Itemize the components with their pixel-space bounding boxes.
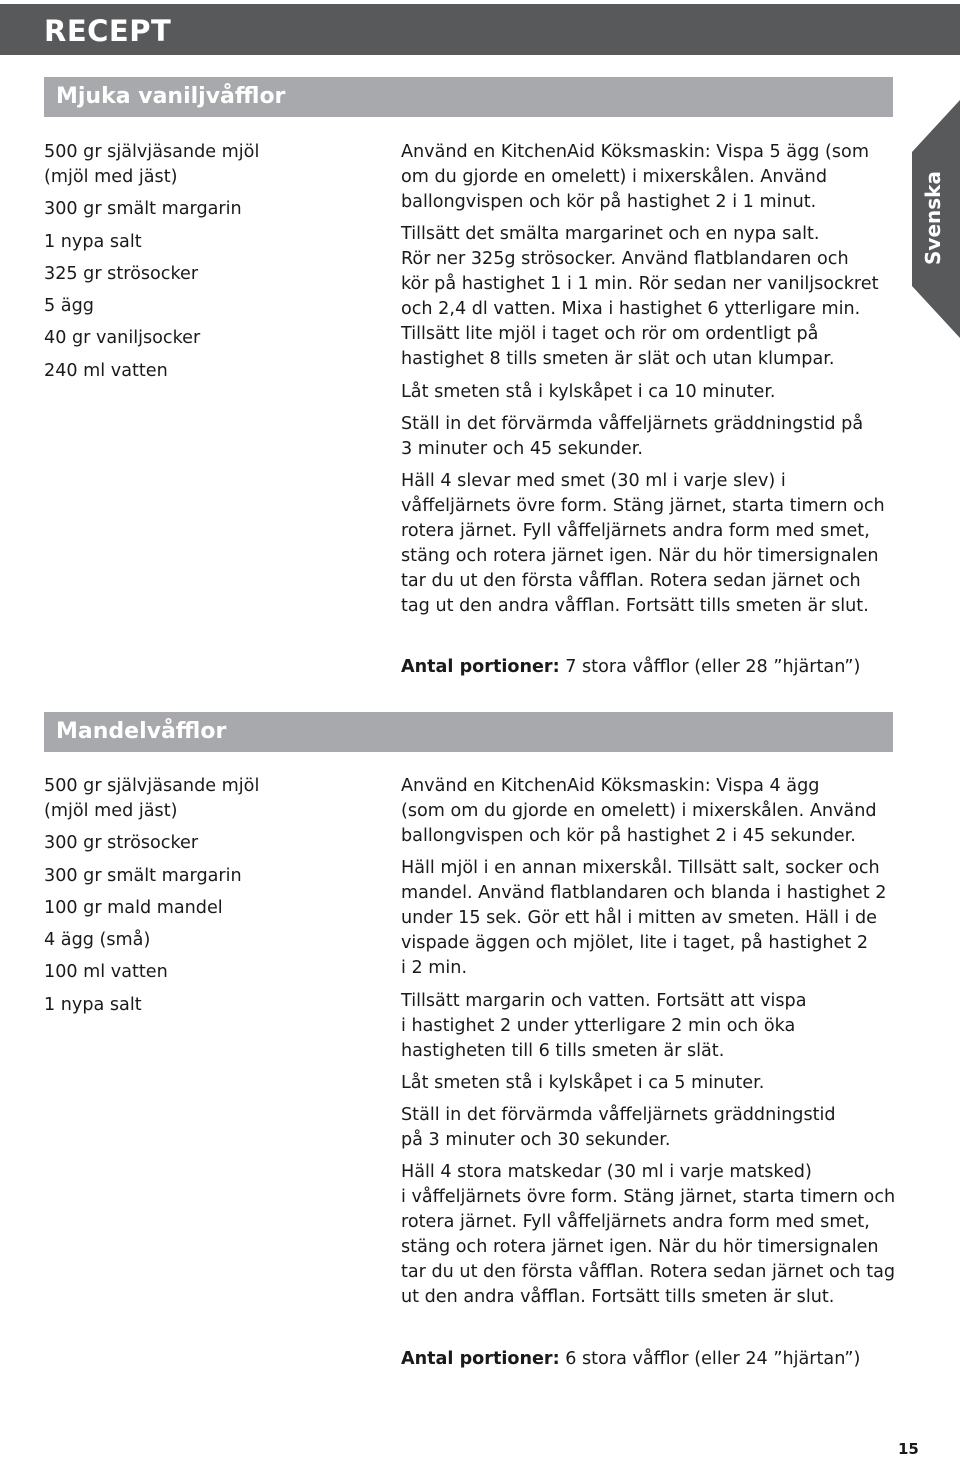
instruction-list — [401, 140, 901, 626]
instruction-step: Låt smeten stå i kylskåpet i ca 10 minuter. — [401, 381, 776, 402]
ingredient-item: 1 nypa salt — [44, 994, 142, 1015]
page-header-bar — [0, 4, 960, 55]
servings-value: 7 stora våfflor (eller 28 ”hjärtan”) — [559, 657, 861, 677]
ingredient-item: 500 gr självjäsande mjöl (mjöl med jäst) — [44, 142, 260, 187]
ingredient-item: 300 gr strösocker — [44, 833, 199, 854]
instruction-step: Använd en KitchenAid Köksmaskin: Vispa 4 ägg (som om du gjorde en omelett) i mixerskålen. Använd ballongvispen och kör på hastighet 2 i 45 sekunder. — [401, 776, 877, 846]
servings-line — [401, 1347, 860, 1372]
instruction-step: Häll 4 slevar med smet (30 ml i varje slev) i våffeljärnets övre form. Stäng järnet, starta timern och rotera järnet. Fyll våffeljärnets andra form med smet, stäng och rotera järnet igen. När du hör timersignalen tar du ut den första våfflan. Rotera sedan järnet och tag ut den andra våfflan. Fortsätt tills smeten är slut. — [401, 471, 885, 617]
ingredient-item: 300 gr smält margarin — [44, 199, 242, 220]
ingredient-item: 100 gr mald mandel — [44, 897, 223, 918]
instruction-step: Ställ in det förvärmda våffeljärnets gräddningstid på 3 minuter och 30 sekunder. — [401, 1105, 836, 1151]
servings-label: Antal portioner: — [401, 657, 560, 677]
ingredient-item: 40 gr vaniljsocker — [44, 328, 201, 349]
ingredient-item: 1 nypa salt — [44, 231, 142, 252]
ingredient-item: 240 ml vatten — [44, 360, 168, 381]
ingredient-list — [44, 140, 374, 391]
instruction-step: Tillsätt det smälta margarinet och en nypa salt. Rör ner 325g strösocker. Använd flatblandaren och kör på hastighet 1 i 1 min. Rör sedan ner vaniljsockret och 2,4 dl vatten. Mixa i hastighet 6 ytterligare min. Tillsätt lite mjöl i taget och rör om ordentligt på hastighet 8 tills smeten är slät och utan klumpar. — [401, 224, 879, 370]
servings-value: 6 stora våfflor (eller 24 ”hjärtan”) — [559, 1349, 861, 1369]
instruction-step: Använd en KitchenAid Köksmaskin: Vispa 5 ägg (som om du gjorde en omelett) i mixerskålen. Använd ballongvispen och kör på hastighet 2 i 1 minut. — [401, 142, 869, 212]
instruction-list — [401, 774, 901, 1318]
ingredient-list — [44, 774, 374, 1025]
instruction-step: Häll 4 stora matskedar (30 ml i varje matsked) i våffeljärnets övre form. Stäng järnet, starta timern och rotera järnet. Fyll våffeljärnets andra form med smet, stäng och rotera järnet igen. När du hör timersignalen tar du ut den första våfflan. Rotera sedan järnet och tag ut den andra våfflan. Fortsätt tills smeten är slut. — [401, 1162, 896, 1308]
instruction-step: Låt smeten stå i kylskåpet i ca 5 minuter. — [401, 1072, 765, 1093]
recipe-title-bar — [44, 77, 893, 117]
ingredient-item: 300 gr smält margarin — [44, 865, 242, 886]
page-number: 15 — [898, 1440, 919, 1458]
ingredient-item: 4 ägg (små) — [44, 930, 151, 951]
ingredient-item: 500 gr självjäsande mjöl (mjöl med jäst) — [44, 776, 260, 821]
servings-label: Antal portioner: — [401, 1349, 560, 1369]
recipe-title: Mjuka vaniljvåfflor — [56, 84, 286, 109]
instruction-step: Ställ in det förvärmda våffeljärnets gräddningstid på 3 minuter och 45 sekunder. — [401, 413, 864, 459]
ingredient-item: 5 ägg — [44, 296, 94, 317]
servings-line — [401, 655, 860, 680]
recipe-title-bar — [44, 712, 893, 752]
instruction-step: Tillsätt margarin och vatten. Fortsätt att vispa i hastighet 2 under ytterligare 2 min och öka hastigheten till 6 tills smeten är slät. — [401, 990, 807, 1061]
ingredient-item: 325 gr strösocker — [44, 263, 199, 284]
recipe-title: Mandelvåfflor — [56, 719, 227, 744]
page-title: RECEPT — [44, 14, 172, 48]
instruction-step: Häll mjöl i en annan mixerskål. Tillsätt salt, socker och mandel. Använd flatblandaren och blanda i hastighet 2 under 15 sek. Gör ett hål i mitten av smeten. Häll i de vispade äggen och mjölet, lite i taget, på hastighet 2 i 2 min. — [401, 858, 887, 979]
language-tab-label: Svenska — [921, 171, 945, 265]
ingredient-item: 100 ml vatten — [44, 962, 168, 983]
